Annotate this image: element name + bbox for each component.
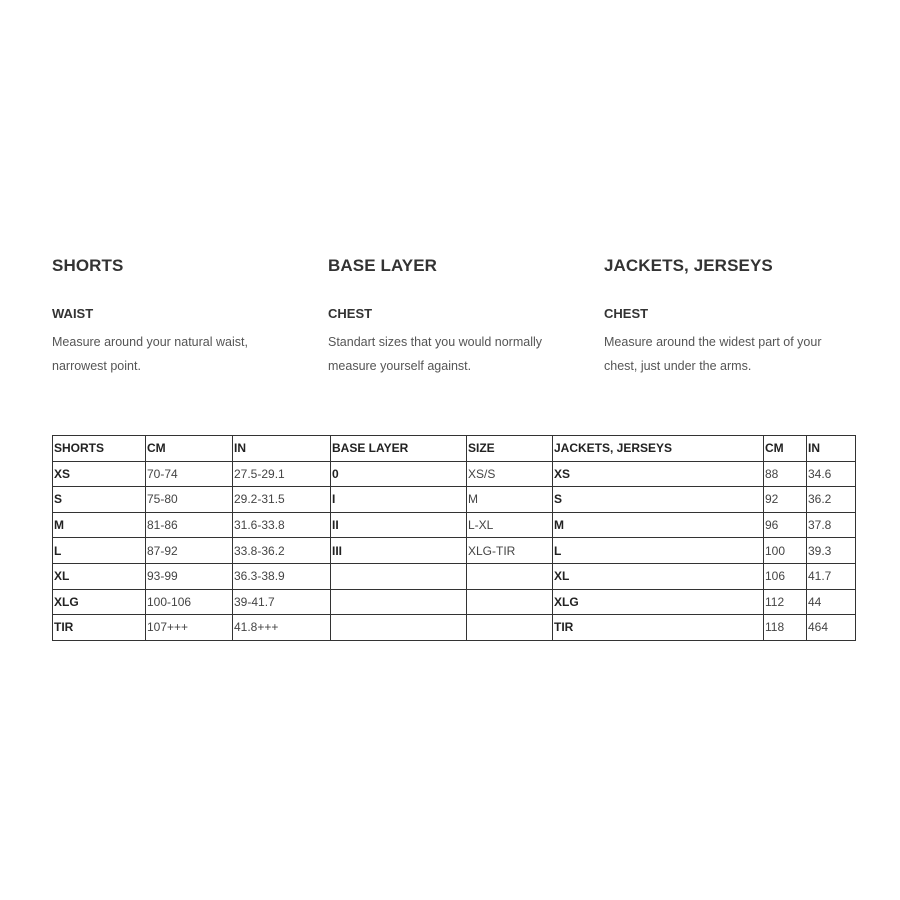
table-row — [53, 538, 856, 564]
table-cell: XS/S — [467, 461, 553, 487]
table-cell: XLG — [53, 589, 146, 615]
header-cell: CM — [146, 436, 233, 462]
table-header-row — [53, 436, 856, 462]
header-cell: BASE LAYER — [331, 436, 467, 462]
jackets-section — [604, 256, 844, 378]
shorts-description: Measure around your natural waist, narrowest point. — [52, 335, 248, 373]
table-cell: 106 — [764, 563, 807, 589]
table-cell: 27.5-29.1 — [233, 461, 331, 487]
base-layer-measure-label: CHEST — [328, 306, 373, 321]
header-cell: IN — [233, 436, 331, 462]
table-cell: TIR — [53, 615, 146, 641]
table-cell: 81-86 — [146, 512, 233, 538]
table-cell: III — [331, 538, 467, 564]
table-cell: 100-106 — [146, 589, 233, 615]
table-cell — [467, 589, 553, 615]
jackets-title: JACKETS, JERSEYS — [604, 256, 773, 275]
header-cell: IN — [807, 436, 856, 462]
table-cell: XLG — [553, 589, 764, 615]
table-cell: 100 — [764, 538, 807, 564]
table-cell: 34.6 — [807, 461, 856, 487]
table-cell: 39-41.7 — [233, 589, 331, 615]
header-cell: SIZE — [467, 436, 553, 462]
table-cell: I — [331, 487, 467, 513]
header-cell: JACKETS, JERSEYS — [553, 436, 764, 462]
table-cell: 464 — [807, 615, 856, 641]
jackets-description: Measure around the widest part of your chest, just under the arms. — [604, 335, 822, 373]
table-cell: 93-99 — [146, 563, 233, 589]
header-cell: CM — [764, 436, 807, 462]
base-layer-title: BASE LAYER — [328, 256, 438, 275]
table-cell: 0 — [331, 461, 467, 487]
table-cell: 87-92 — [146, 538, 233, 564]
table-row — [53, 512, 856, 538]
table-cell — [331, 563, 467, 589]
shorts-measure-label: WAIST — [52, 306, 94, 321]
table-cell: M — [467, 487, 553, 513]
table-cell: 29.2-31.5 — [233, 487, 331, 513]
table-row — [53, 487, 856, 513]
table-cell: XL — [53, 563, 146, 589]
table-cell: M — [553, 512, 764, 538]
table-cell — [331, 615, 467, 641]
table-cell: 112 — [764, 589, 807, 615]
table-cell: 96 — [764, 512, 807, 538]
table-cell: S — [553, 487, 764, 513]
table-cell: S — [53, 487, 146, 513]
table-cell: XS — [553, 461, 764, 487]
shorts-section — [52, 256, 292, 378]
base-layer-section — [328, 256, 568, 378]
size-chart-table — [52, 435, 856, 641]
base-layer-description: Standart sizes that you would normally measure yourself against. — [328, 335, 542, 373]
table-cell: TIR — [553, 615, 764, 641]
table-cell: XLG-TIR — [467, 538, 553, 564]
header-cell: SHORTS — [53, 436, 146, 462]
table-cell: 36.2 — [807, 487, 856, 513]
table-row — [53, 461, 856, 487]
table-cell: 88 — [764, 461, 807, 487]
table-cell: 107+++ — [146, 615, 233, 641]
table-cell: XL — [553, 563, 764, 589]
table-cell: 70-74 — [146, 461, 233, 487]
table-row — [53, 615, 856, 641]
jackets-measure-label: CHEST — [604, 306, 649, 321]
table-cell: II — [331, 512, 467, 538]
table-cell — [467, 615, 553, 641]
table-cell: 39.3 — [807, 538, 856, 564]
table-row — [53, 589, 856, 615]
table-cell: M — [53, 512, 146, 538]
table-cell — [467, 563, 553, 589]
table-cell: 36.3-38.9 — [233, 563, 331, 589]
table-cell: L — [553, 538, 764, 564]
table-cell: 75-80 — [146, 487, 233, 513]
table-cell: 33.8-36.2 — [233, 538, 331, 564]
table-cell — [331, 589, 467, 615]
table-cell: 31.6-33.8 — [233, 512, 331, 538]
table-cell: L — [53, 538, 146, 564]
table-row — [53, 563, 856, 589]
table-cell: 44 — [807, 589, 856, 615]
table-cell: 41.8+++ — [233, 615, 331, 641]
table-cell: 118 — [764, 615, 807, 641]
table-cell: 37.8 — [807, 512, 856, 538]
table-cell: 92 — [764, 487, 807, 513]
shorts-title: SHORTS — [52, 256, 124, 275]
table-cell: XS — [53, 461, 146, 487]
table-cell: L-XL — [467, 512, 553, 538]
table-cell: 41.7 — [807, 563, 856, 589]
